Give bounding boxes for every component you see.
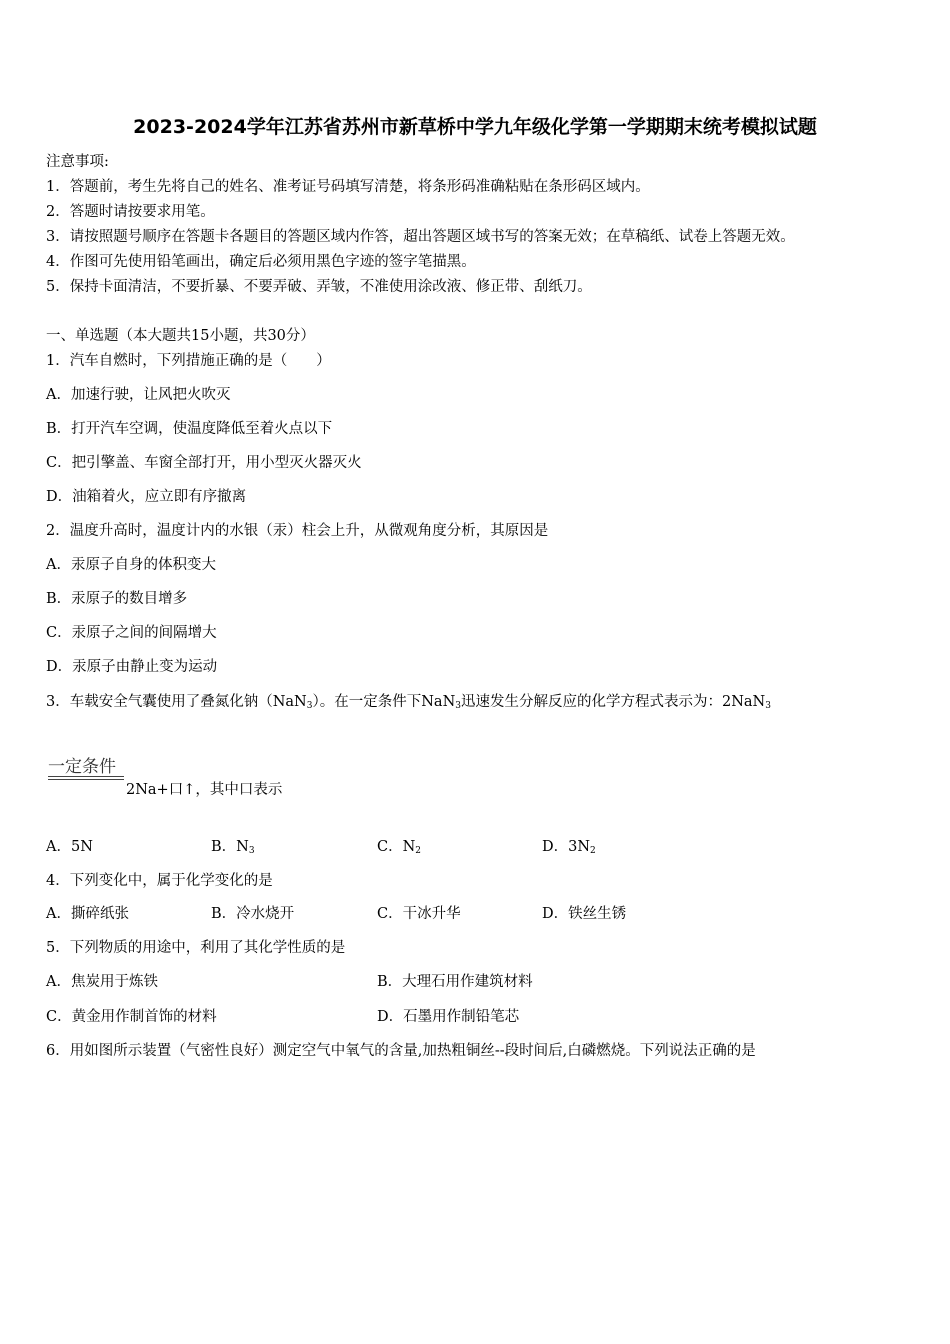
- question-5-option-d: D．石墨用作制铅笔芯: [377, 1009, 520, 1025]
- question-1-option-b: B．打开汽车空调，使温度降低至着火点以下: [46, 421, 333, 437]
- reaction-condition: 一定条件: [48, 757, 116, 777]
- question-2-stem: 2．温度升高时，温度计内的水银（汞）柱会上升，从微观角度分析，其原因是: [46, 523, 549, 539]
- question-2-option-b: B．汞原子的数目增多: [46, 591, 188, 607]
- notice-item: 4．作图可先使用铅笔画出，确定后必须用黑色字迹的签字笔描黑。: [46, 254, 476, 270]
- question-2-option-c: C．汞原子之间的间隔增大: [46, 625, 217, 641]
- question-1-option-a: A．加速行驶，让风把火吹灭: [46, 387, 231, 403]
- reaction-arrow-line: [48, 779, 124, 780]
- notice-item: 3．请按照题号顺序在答题卡各题目的答题区域内作答，超出答题区域书写的答案无效；在草稿纸、试卷上答题无效。: [46, 229, 795, 245]
- question-6-stem: 6．用如图所示装置（气密性良好）测定空气中氧气的含量,加热粗铜丝--段时间后,白磷燃烧。下列说法正确的是: [46, 1043, 756, 1059]
- question-2-option-a: A．汞原子自身的体积变大: [46, 557, 216, 573]
- question-4-stem: 4．下列变化中，属于化学变化的是: [46, 873, 273, 889]
- page-title: 2023-2024学年江苏省苏州市新草桥中学九年级化学第一学期期末统考模拟试题: [133, 116, 817, 138]
- question-1-option-d: D．油箱着火，应立即有序撤离: [46, 489, 247, 505]
- question-4-option-b: B．冷水烧开: [211, 906, 295, 922]
- notice-item: 5．保持卡面清洁，不要折暴、不要弄破、弄皱，不准使用涂改液、修正带、刮纸刀。: [46, 279, 592, 295]
- question-4-option-d: D．铁丝生锈: [542, 906, 627, 922]
- question-5-stem: 5．下列物质的用途中，利用了其化学性质的是: [46, 940, 346, 956]
- question-4-option-a: A．撕碎纸张: [46, 906, 129, 922]
- notice-item: 2．答题时请按要求用笔。: [46, 204, 215, 220]
- question-3-option-b: B．$N_3$: [211, 839, 255, 856]
- reaction-product: 2Na+口↑，其中口表示: [126, 782, 283, 798]
- question-4-option-c: C．干冰升华: [377, 906, 461, 922]
- question-3-option-c: C．$N_2$: [377, 839, 422, 856]
- section-heading: 一、单选题（本大题共15小题，共30分）: [46, 328, 315, 344]
- question-5-option-a: A．焦炭用于炼铁: [46, 974, 158, 990]
- question-5-option-b: B．大理石用作建筑材料: [377, 974, 533, 990]
- notice-heading: 注意事项:: [46, 154, 109, 170]
- question-2-option-d: D．汞原子由静止变为运动: [46, 659, 218, 675]
- question-1-option-c: C．把引擎盖、车窗全部打开，用小型灭火器灭火: [46, 455, 362, 471]
- question-3-stem: 3．车载安全气囊使用了叠氮化钠（NaN$_3$）。在一定条件下NaN$_3$迅速发生分解反应的化学方程式表示为：2NaN$_3$: [46, 694, 771, 711]
- question-5-option-c: C．黄金用作制首饰的材料: [46, 1009, 217, 1025]
- question-3-option-a: A．5N: [46, 839, 93, 855]
- notice-item: 1．答题前，考生先将自己的姓名、准考证号码填写清楚，将条形码准确粘贴在条形码区域内。: [46, 179, 650, 195]
- reaction-arrow-line: [48, 776, 124, 777]
- question-3-option-d: D．$3N_2$: [542, 839, 596, 856]
- question-1-stem: 1．汽车自燃时，下列措施正确的是（ ）: [46, 353, 331, 369]
